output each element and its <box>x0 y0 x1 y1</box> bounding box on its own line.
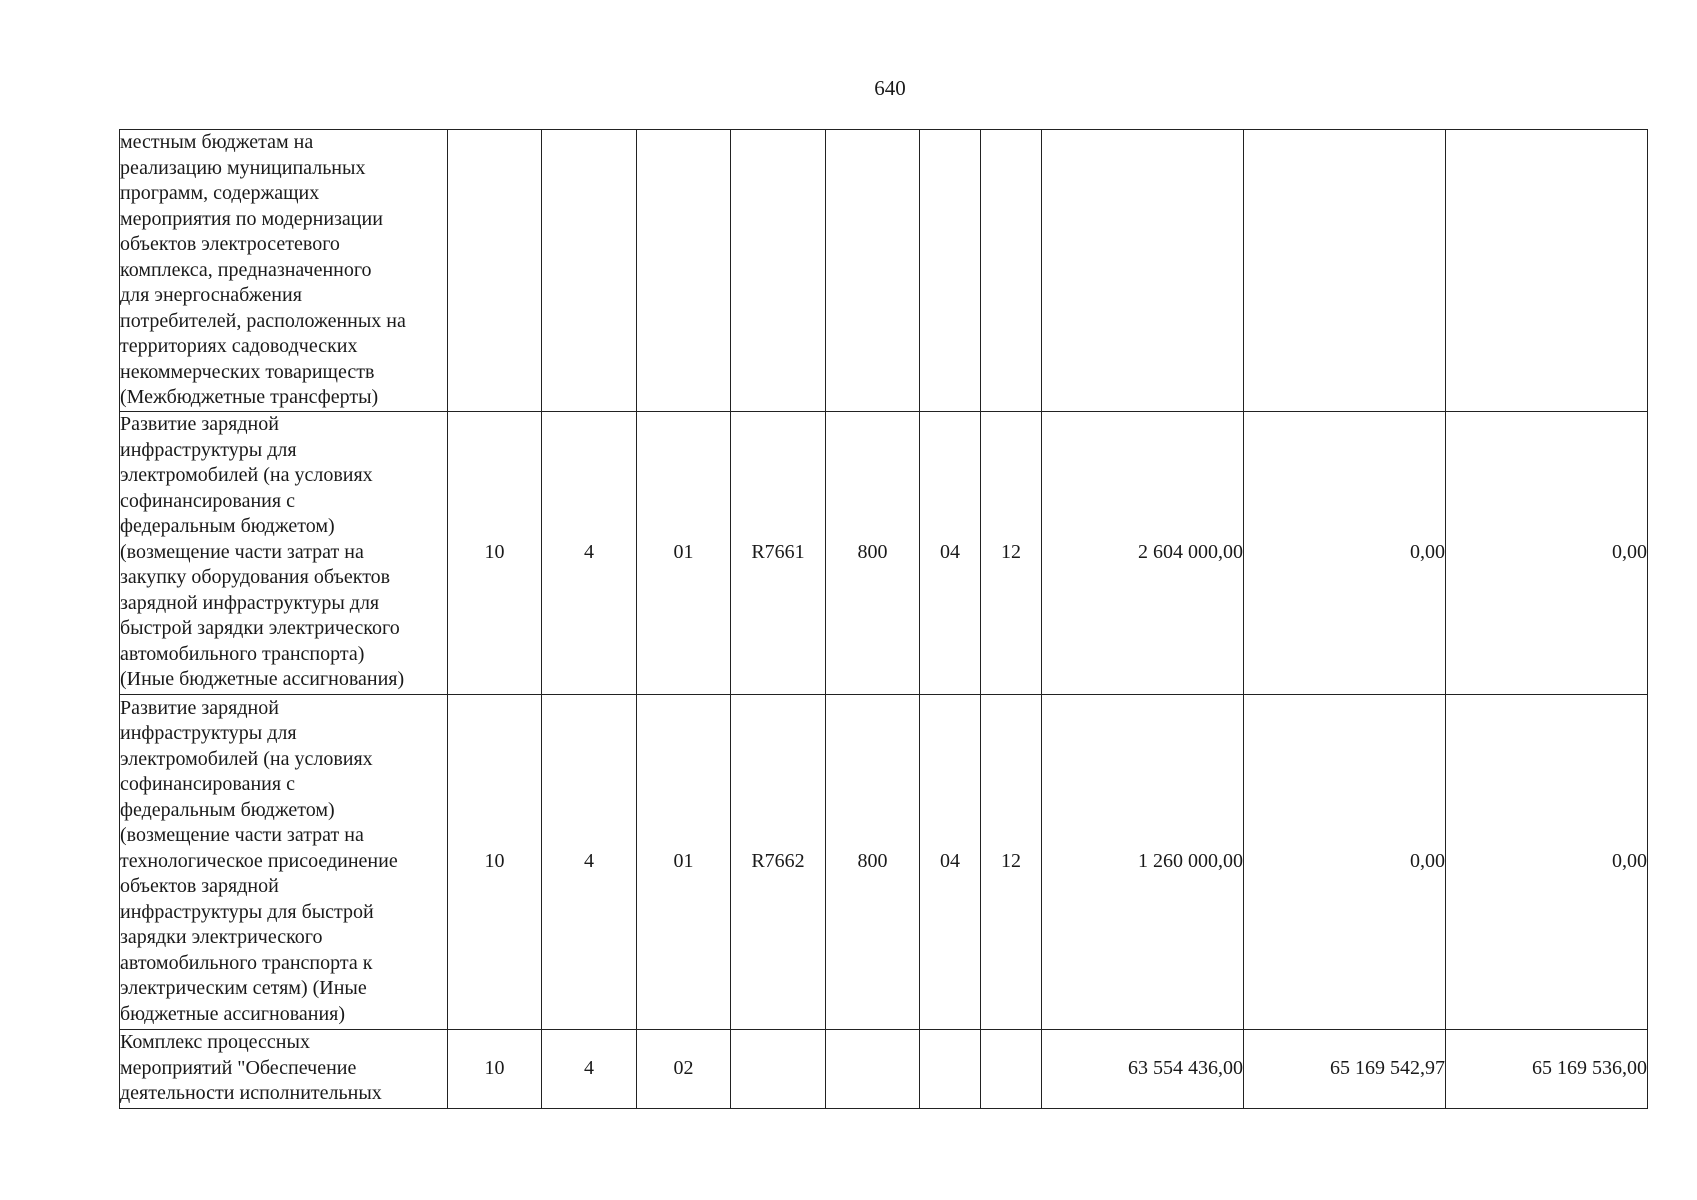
table-row <box>120 1029 1648 1108</box>
description-line: Развитие зарядной <box>120 696 279 719</box>
chapter-code: 04 <box>920 411 981 694</box>
row-description <box>120 411 448 694</box>
subchapter-code: 12 <box>981 411 1042 694</box>
description-line: программ, содержащих <box>120 182 320 204</box>
description-line: закупку оборудования объектов <box>120 566 391 589</box>
description-line: мероприятий "Обеспечение <box>120 1056 357 1079</box>
description-line: территориях садоводческих <box>120 335 358 357</box>
description-line: (возмещение части затрат на <box>120 540 364 563</box>
description-line: местным бюджетам на <box>120 131 314 153</box>
amount-year-1: 1 260 000,00 <box>1042 694 1244 1029</box>
target-article-code <box>731 1029 826 1108</box>
description-line: (Межбюджетные трансферты) <box>120 386 379 408</box>
row-description <box>120 1029 448 1108</box>
program-code: 02 <box>637 1029 731 1108</box>
subsection-code <box>542 130 637 412</box>
subchapter-code <box>981 1029 1042 1108</box>
section-code: 10 <box>448 411 542 694</box>
description-line: (Иные бюджетные ассигнования) <box>120 668 405 691</box>
description-line: технологическое присоединение <box>120 849 398 872</box>
amount-year-3: 0,00 <box>1446 411 1648 694</box>
program-code <box>637 130 731 412</box>
program-code: 01 <box>637 694 731 1029</box>
row-description <box>120 130 448 412</box>
description-line: комплекса, предназначенного <box>120 258 372 281</box>
amount-year-3 <box>1446 130 1648 412</box>
amount-year-2: 65 169 542,97 <box>1244 1029 1446 1108</box>
description-line: инфраструктуры для быстрой <box>120 900 374 923</box>
budget-table <box>119 129 1648 1109</box>
expense-type-code <box>826 1029 920 1108</box>
description-line: бюджетные ассигнования) <box>120 1002 346 1025</box>
amount-year-3: 0,00 <box>1446 694 1648 1029</box>
section-code: 10 <box>448 1029 542 1108</box>
subsection-code: 4 <box>542 1029 637 1108</box>
description-line: федеральным бюджетом) <box>120 798 335 821</box>
amount-year-2: 0,00 <box>1244 694 1446 1029</box>
amount-year-2 <box>1244 130 1446 412</box>
description-line: электромобилей (на условиях <box>120 464 373 487</box>
table-row <box>120 694 1648 1029</box>
description-line: зарядной инфраструктуры для <box>120 591 380 614</box>
description-line: софинансирования с <box>120 489 295 512</box>
description-line: софинансирования с <box>120 773 295 796</box>
description-line: электромобилей (на условиях <box>120 747 373 770</box>
description-line: быстрой зарядки электрического <box>120 617 400 640</box>
description-line: инфраструктуры для <box>120 438 297 461</box>
description-line: деятельности исполнительных <box>120 1082 382 1105</box>
expense-type-code <box>826 130 920 412</box>
amount-year-1 <box>1042 130 1244 412</box>
description-line: инфраструктуры для <box>120 722 297 745</box>
chapter-code <box>920 1029 981 1108</box>
target-article-code <box>731 130 826 412</box>
subsection-code: 4 <box>542 694 637 1029</box>
description-line: мероприятия по модернизации <box>120 207 383 230</box>
subsection-code: 4 <box>542 411 637 694</box>
chapter-code: 04 <box>920 694 981 1029</box>
description-line: потребителей, расположенных на <box>120 309 406 332</box>
section-code <box>448 130 542 412</box>
section-code: 10 <box>448 694 542 1029</box>
table-row <box>120 130 1648 412</box>
target-article-code: R7662 <box>731 694 826 1029</box>
expense-type-code: 800 <box>826 411 920 694</box>
subchapter-code <box>981 130 1042 412</box>
amount-year-2: 0,00 <box>1244 411 1446 694</box>
description-line: электрическим сетям) (Иные <box>120 977 367 1000</box>
chapter-code <box>920 130 981 412</box>
target-article-code: R7661 <box>731 411 826 694</box>
program-code: 01 <box>637 411 731 694</box>
description-line: зарядки электрического <box>120 926 323 949</box>
page-number: 640 <box>874 76 906 100</box>
description-line: некоммерческих товариществ <box>120 360 375 383</box>
description-line: федеральным бюджетом) <box>120 515 335 538</box>
amount-year-1: 63 554 436,00 <box>1042 1029 1244 1108</box>
expense-type-code: 800 <box>826 694 920 1029</box>
description-line: объектов зарядной <box>120 875 279 898</box>
table-row <box>120 411 1648 694</box>
description-line: Развитие зарядной <box>120 413 279 436</box>
description-line: Комплекс процессных <box>120 1031 310 1054</box>
description-line: автомобильного транспорта) <box>120 642 365 665</box>
description-line: для энергоснабжения <box>120 284 302 306</box>
description-line: объектов электросетевого <box>120 233 340 255</box>
description-line: автомобильного транспорта к <box>120 951 373 974</box>
row-description <box>120 694 448 1029</box>
description-line: (возмещение части затрат на <box>120 824 364 847</box>
subchapter-code: 12 <box>981 694 1042 1029</box>
description-line: реализацию муниципальных <box>120 156 366 179</box>
amount-year-3: 65 169 536,00 <box>1446 1029 1648 1108</box>
amount-year-1: 2 604 000,00 <box>1042 411 1244 694</box>
